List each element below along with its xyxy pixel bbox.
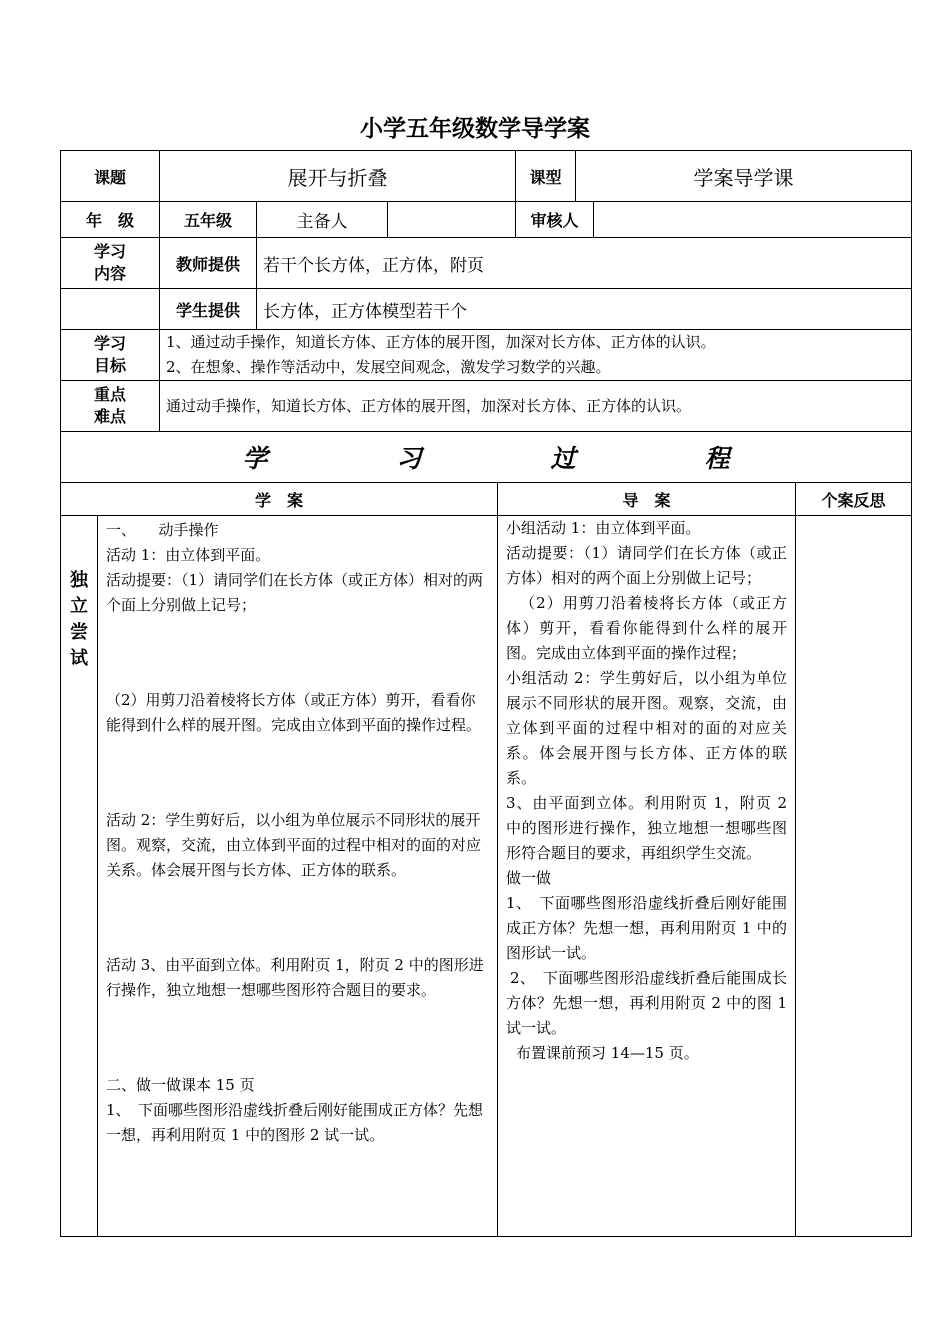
student-provide-value: 长方体，正方体模型若干个 <box>257 289 912 330</box>
goals-text <box>160 330 912 381</box>
teacher-provide-value: 若干个长方体，正方体，附页 <box>257 238 912 289</box>
type-label: 课型 <box>516 151 576 202</box>
reflect-body <box>796 516 912 1237</box>
xuean-p6: 活动 3、由平面到立体。利用附页 1，附页 2 中的图形进行操作，独立地想一想哪些图形符合题目的要求。 <box>106 956 484 999</box>
topic-value: 展开与折叠 <box>160 151 516 202</box>
keypoints-label-text: 重点难点 <box>93 385 126 426</box>
daoan-p4: 小组活动 2：学生剪好后，以小组为单位展示不同形状的展开图。观察，交流，由立体到平面的过程中相对的面的对应关系。体会展开图与长方体、正方体的联系。 <box>506 669 788 787</box>
goal-line-2: 2、在想象、操作等活动中，发展空间观念，激发学习数学的兴趣。 <box>166 358 611 376</box>
xuean-p2: 活动 1：由立体到平面。 <box>106 546 271 564</box>
daoan-p2: 活动提要：（1）请同学们在长方体（或正方体）相对的两个面上分别做上记号； <box>506 544 788 587</box>
xuean-body <box>98 516 498 1237</box>
xuean-p1: 一、 动手操作 <box>106 521 219 539</box>
teacher-provide-label: 教师提供 <box>160 238 257 289</box>
goals-label <box>61 330 160 381</box>
xuean-p5: 活动 2：学生剪好后，以小组为单位展示不同形状的展开图。观察，交流，由立体到平面的过程中相对的面的对应关系。体会展开图与长方体、正方体的联系。 <box>106 811 482 879</box>
content-label-text: 学习内容 <box>93 242 126 283</box>
document-title: 小学五年级数学导学案 <box>360 116 590 142</box>
daoan-body <box>498 516 796 1237</box>
daoan-p3: （2）用剪刀沿着棱将长方体（或正方体）剪开，看看你能得到什么样的展开图。完成由立体到平面的操作过程； <box>506 594 788 662</box>
xuean-header: 学 案 <box>61 483 498 516</box>
reflect-header: 个案反思 <box>796 483 912 516</box>
type-value: 学案导学课 <box>576 151 912 202</box>
side-label-text: 独立尝试 <box>70 570 88 669</box>
daoan-p8: 2、 下面哪些图形沿虚线折叠后能围成长方体？先想一想，再利用附页 2 中的图 1 试一试。 <box>506 969 788 1037</box>
keypoints-value: 通过动手操作，知道长方体、正方体的展开图，加深对长方体、正方体的认识。 <box>160 381 912 432</box>
daoan-p5: 3、由平面到立体。利用附页 1，附页 2 中的图形进行操作，独立地想一想哪些图形符合题目的要求，再组织学生交流。 <box>506 794 788 862</box>
lesson-plan-table <box>60 150 912 1237</box>
reviewer-label: 审核人 <box>516 202 594 238</box>
empty-cell <box>61 289 160 330</box>
xuean-p8: 1、 下面哪些图形沿虚线折叠后刚好能围成正方体？先想一想，再利用附页 1 中的图形 2 试一试。 <box>106 1101 484 1144</box>
topic-label: 课题 <box>61 151 160 202</box>
side-label <box>61 516 98 1237</box>
keypoints-label <box>61 381 160 432</box>
daoan-p7: 1、 下面哪些图形沿虚线折叠后刚好能围成正方体？先想一想，再利用附页 1 中的图形试一试。 <box>506 894 788 962</box>
daoan-p6: 做一做 <box>506 869 552 887</box>
grade-label: 年 级 <box>61 202 160 238</box>
xuean-p4: （2）用剪刀沿着棱将长方体（或正方体）剪开，看看你能得到什么样的展开图。完成由立体到平面的操作过程。 <box>106 691 482 734</box>
reviewer-value <box>594 202 912 238</box>
content-label <box>61 238 160 289</box>
daoan-p1: 小组活动 1：由立体到平面。 <box>506 519 701 537</box>
goal-line-1: 1、通过动手操作，知道长方体、正方体的展开图，加深对长方体、正方体的认识。 <box>166 333 716 351</box>
daoan-header: 导 案 <box>498 483 796 516</box>
preparer-value <box>388 202 516 238</box>
grade-value: 五年级 <box>160 202 257 238</box>
xuean-p3: 活动提要：（1）请同学们在长方体（或正方体）相对的两个面上分别做上记号； <box>106 571 484 614</box>
preparer-label: 主备人 <box>257 202 388 238</box>
process-title: 学 习 过 程 <box>61 432 912 483</box>
goals-label-text: 学习目标 <box>93 334 126 375</box>
xuean-p7: 二、做一做课本 15 页 <box>106 1076 255 1094</box>
daoan-p9: 布置课前预习 14—15 页。 <box>516 1044 699 1062</box>
student-provide-label: 学生提供 <box>160 289 257 330</box>
